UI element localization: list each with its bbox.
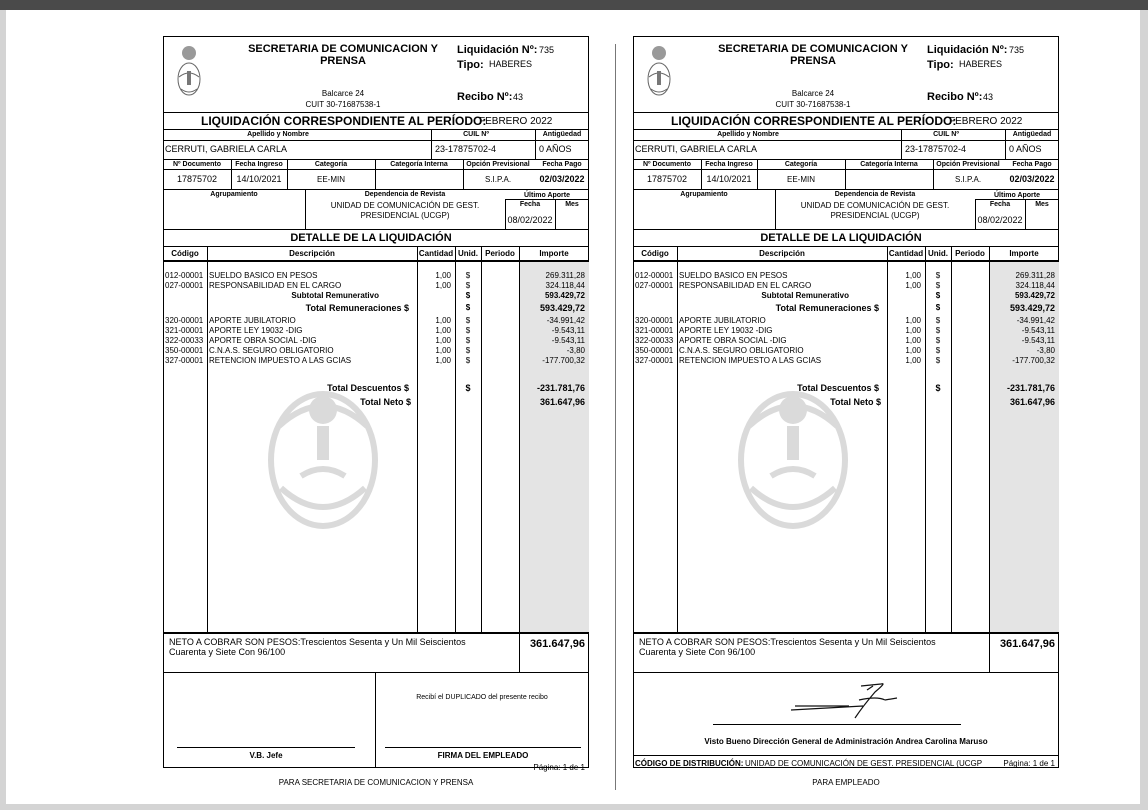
detail-line	[163, 326, 589, 336]
line-unit: $	[465, 356, 471, 365]
liquidacion-label: Liquidación Nº:	[927, 44, 1008, 56]
detail-line	[633, 271, 1059, 281]
recibo-label: Recibo Nº:	[927, 91, 983, 103]
col-cantidad: Cantidad	[888, 249, 924, 258]
antiguedad-value: 0 AÑOS	[539, 144, 572, 154]
fecha-header: Fecha	[989, 201, 1011, 208]
line-unit: $	[935, 356, 941, 365]
line-code: 321-00001	[635, 326, 674, 335]
detail-line	[163, 291, 589, 301]
liquidacion-label: Liquidación Nº:	[457, 44, 538, 56]
org-name: SECRETARIA DE COMUNICACION Y PRENSA	[718, 43, 908, 67]
categoria-value: EE-MIN	[317, 175, 345, 184]
line-unit: $	[935, 271, 941, 280]
line-amount: -9.543,11	[551, 336, 585, 345]
line-unit: $	[935, 303, 941, 312]
total-descuentos-unit: $	[935, 383, 941, 393]
org-name: SECRETARIA DE COMUNICACION Y PRENSA	[248, 43, 438, 67]
document-page	[6, 10, 1140, 804]
liquidacion-value: 735	[539, 45, 555, 55]
line-description: APORTE JUBILATORIO	[679, 316, 766, 325]
receipt-divider	[615, 44, 616, 790]
line-amount: -177.700,32	[542, 356, 585, 365]
line-description: APORTE LEY 19032 -DIG	[679, 326, 773, 335]
line-unit: $	[935, 291, 941, 300]
line-quantity: 1,00	[435, 281, 451, 290]
neto-text-line-2: Cuarenta y Siete Con 96/100	[639, 647, 756, 657]
line-unit: $	[465, 316, 471, 325]
pago-value: 02/03/2022	[539, 174, 585, 184]
line-amount: -177.700,32	[1012, 356, 1055, 365]
cat-interna-header: Categoría Interna	[860, 161, 918, 168]
line-amount: -3,80	[1036, 346, 1055, 355]
ingreso-value: 14/10/2021	[706, 174, 752, 184]
line-code: 321-00001	[165, 326, 204, 335]
documento-header: Nº Documento	[172, 161, 222, 168]
detail-line	[633, 336, 1059, 346]
org-cuit: CUIT 30-71687538-1	[305, 100, 381, 109]
total-descuentos-unit: $	[465, 383, 471, 393]
col-periodo: Periodo	[955, 249, 985, 258]
categoria-header: Categoría	[314, 161, 348, 168]
neto-text-line-1: NETO A COBRAR SON PESOS:Trescientos Sesenta y Un Mil Seiscientos	[169, 637, 466, 647]
line-amount: 593.429,72	[1009, 303, 1055, 313]
antiguedad-header: Antigüedad	[1012, 131, 1052, 138]
line-unit: $	[935, 281, 941, 290]
line-code: 327-00001	[635, 356, 674, 365]
line-description: APORTE LEY 19032 -DIG	[209, 326, 303, 335]
line-unit: $	[465, 346, 471, 355]
col-descripcion: Descripción	[289, 249, 335, 258]
codigo-distribucion-value: UNIDAD DE COMUNICACIÓN DE GEST. PRESIDENCIAL (UCGP	[745, 759, 983, 768]
total-descuentos-label: Total Descuentos $	[327, 383, 409, 393]
antiguedad-value: 0 AÑOS	[1009, 144, 1042, 154]
neto-text-line-2: Cuarenta y Siete Con 96/100	[169, 647, 286, 657]
line-quantity: 1,00	[905, 356, 921, 365]
line-amount: -34.991,42	[1016, 316, 1055, 325]
line-amount: -3,80	[566, 346, 585, 355]
col-descripcion: Descripción	[759, 249, 805, 258]
detail-line	[163, 316, 589, 326]
line-description: RESPONSABILIDAD EN EL CARGO	[209, 281, 342, 290]
detail-line	[163, 356, 589, 366]
line-code: 327-00001	[165, 356, 204, 365]
period-label: LIQUIDACIÓN CORRESPONDIENTE AL PERÍODO:	[671, 114, 957, 128]
tipo-label: Tipo:	[927, 59, 954, 71]
vb-jefe-signature-line	[177, 747, 355, 748]
detail-line	[163, 281, 589, 291]
line-description: APORTE JUBILATORIO	[209, 316, 296, 325]
tipo-value: HABERES	[489, 59, 533, 69]
line-quantity: 1,00	[435, 326, 451, 335]
line-amount: -9.543,11	[1021, 326, 1055, 335]
line-code: 350-00001	[635, 346, 674, 355]
col-unidad: Unid.	[458, 249, 478, 258]
line-unit: $	[465, 281, 471, 290]
receipt-caption: PARA SECRETARIA DE COMUNICACION Y PRENSA	[278, 778, 474, 787]
firma-empleado-label: FIRMA DEL EMPLEADO	[437, 751, 529, 760]
line-quantity: 1,00	[435, 271, 451, 280]
employee-signature-line	[385, 747, 581, 748]
period-label: LIQUIDACIÓN CORRESPONDIENTE AL PERÍODO:	[201, 114, 487, 128]
agrupamiento-header: Agrupamiento	[210, 191, 258, 198]
director-signature-line	[713, 724, 961, 725]
line-description: Subtotal Remunerativo	[761, 291, 849, 300]
line-description: C.N.A.S. SEGURO OBLIGATORIO	[209, 346, 334, 355]
line-quantity: 1,00	[905, 336, 921, 345]
line-description: RESPONSABILIDAD EN EL CARGO	[679, 281, 812, 290]
col-cantidad: Cantidad	[418, 249, 454, 258]
line-unit: $	[465, 303, 471, 312]
recibo-value: 43	[513, 92, 524, 102]
detail-line	[633, 291, 1059, 301]
detail-line	[633, 303, 1059, 313]
line-unit: $	[935, 316, 941, 325]
total-descuentos-value: -231.781,76	[536, 383, 585, 393]
dependencia-value-line-2: PRESIDENCIAL (UCGP)	[830, 211, 920, 220]
apellido-header: Apellido y Nombre	[247, 131, 309, 138]
detail-line	[163, 336, 589, 346]
argentina-coat-of-arms-logo	[175, 41, 203, 103]
cuil-header: CUIL Nº	[933, 131, 959, 138]
detail-line	[633, 316, 1059, 326]
pago-header: Fecha Pago	[1012, 161, 1052, 168]
ingreso-header: Fecha Ingreso	[705, 161, 753, 168]
page-number: Página: 1 de 1	[533, 763, 585, 772]
line-code: 322-00033	[635, 336, 674, 345]
documento-header: Nº Documento	[642, 161, 692, 168]
total-neto-label: Total Neto $	[830, 397, 881, 407]
line-amount: -34.991,42	[546, 316, 585, 325]
ingreso-header: Fecha Ingreso	[235, 161, 283, 168]
line-amount: -9.543,11	[551, 326, 585, 335]
tipo-value: HABERES	[959, 59, 1003, 69]
tipo-label: Tipo:	[457, 59, 484, 71]
duplicate-note: Recibí el DUPLICADO del presente recibo	[416, 694, 548, 701]
provisional-header: Opción Previsional	[936, 161, 1000, 168]
total-neto-value: 361.647,96	[1009, 397, 1055, 407]
documento-value: 17875702	[176, 174, 218, 184]
col-codigo: Código	[171, 249, 199, 258]
total-neto-value: 361.647,96	[539, 397, 585, 407]
apellido-value: CERRUTI, GABRIELA CARLA	[165, 144, 288, 154]
visto-bueno-text: Visto Bueno Dirección General de Administración Andrea Carolina Maruso	[704, 737, 988, 746]
viewer-top-bar	[0, 0, 1148, 10]
line-quantity: 1,00	[435, 316, 451, 325]
detail-title: DETALLE DE LA LIQUIDACIÓN	[290, 232, 452, 244]
line-unit: $	[465, 326, 471, 335]
line-description: APORTE OBRA SOCIAL -DIG	[679, 336, 787, 345]
line-description: Total Remuneraciones $	[775, 303, 879, 313]
line-description: RETENCION IMPUESTO A LAS GCIAS	[209, 356, 352, 365]
line-quantity: 1,00	[905, 326, 921, 335]
line-unit: $	[465, 336, 471, 345]
categoria-header: Categoría	[784, 161, 818, 168]
line-description: APORTE OBRA SOCIAL -DIG	[209, 336, 317, 345]
line-code: 350-00001	[165, 346, 204, 355]
ultimo-aporte-header: Último Aporte	[993, 192, 1041, 199]
line-description: Subtotal Remunerativo	[291, 291, 379, 300]
mes-header: Mes	[1035, 201, 1049, 208]
page-number: Página: 1 de 1	[1003, 759, 1055, 768]
line-unit: $	[935, 336, 941, 345]
detail-line	[163, 303, 589, 313]
detail-line	[633, 346, 1059, 356]
total-descuentos-label: Total Descuentos $	[797, 383, 879, 393]
dependencia-header: Dependencia de Revista	[834, 191, 916, 198]
ultimo-aporte-header: Último Aporte	[523, 192, 571, 199]
line-amount: 269.311,28	[545, 271, 585, 280]
categoria-value: EE-MIN	[787, 175, 815, 184]
line-code: 320-00001	[165, 316, 204, 325]
line-quantity: 1,00	[435, 336, 451, 345]
line-quantity: 1,00	[905, 281, 921, 290]
line-code: 322-00033	[165, 336, 204, 345]
dependencia-value-line-2: PRESIDENCIAL (UCGP)	[360, 211, 450, 220]
line-amount: 324.118,44	[1015, 281, 1055, 290]
col-unidad: Unid.	[928, 249, 948, 258]
line-quantity: 1,00	[905, 316, 921, 325]
antiguedad-header: Antigüedad	[542, 131, 582, 138]
receipt-caption: PARA EMPLEADO	[812, 778, 880, 787]
line-code: 027-00001	[635, 281, 674, 290]
org-address: Balcarce 24	[321, 89, 365, 98]
provisional-value: S.I.P.A.	[954, 175, 982, 184]
neto-value: 361.647,96	[999, 638, 1055, 650]
line-code: 320-00001	[635, 316, 674, 325]
documento-value: 17875702	[646, 174, 688, 184]
dependencia-header: Dependencia de Revista	[364, 191, 446, 198]
apellido-header: Apellido y Nombre	[717, 131, 779, 138]
detail-line	[633, 326, 1059, 336]
line-unit: $	[465, 291, 471, 300]
detail-line	[163, 346, 589, 356]
period-value: FEBRERO 2022	[479, 116, 553, 127]
detail-line	[163, 271, 589, 281]
line-quantity: 1,00	[435, 346, 451, 355]
ultimo-fecha-value: 08/02/2022	[977, 215, 1023, 225]
vb-jefe-label: V.B. Jefe	[249, 751, 283, 760]
line-description: Total Remuneraciones $	[305, 303, 409, 313]
line-quantity: 1,00	[905, 271, 921, 280]
codigo-distribucion-label: CÓDIGO DE DISTRIBUCIÓN:	[635, 759, 744, 768]
cuil-header: CUIL Nº	[463, 131, 489, 138]
detail-title: DETALLE DE LA LIQUIDACIÓN	[760, 232, 922, 244]
pago-value: 02/03/2022	[1009, 174, 1055, 184]
pago-header: Fecha Pago	[542, 161, 582, 168]
period-value: FEBRERO 2022	[949, 116, 1023, 127]
director-signature	[789, 676, 899, 720]
line-description: RETENCION IMPUESTO A LAS GCIAS	[679, 356, 822, 365]
apellido-value: CERRUTI, GABRIELA CARLA	[635, 144, 758, 154]
neto-value: 361.647,96	[529, 638, 585, 650]
provisional-value: S.I.P.A.	[484, 175, 512, 184]
line-code: 012-00001	[165, 271, 204, 280]
line-description: SUELDO BASICO EN PESOS	[679, 271, 788, 280]
line-unit: $	[935, 346, 941, 355]
org-address: Balcarce 24	[791, 89, 835, 98]
line-code: 027-00001	[165, 281, 204, 290]
receipt-original	[633, 36, 1059, 787]
line-quantity: 1,00	[435, 356, 451, 365]
cuil-value: 23-17875702-4	[435, 144, 497, 154]
ingreso-value: 14/10/2021	[236, 174, 282, 184]
ultimo-fecha-value: 08/02/2022	[507, 215, 553, 225]
liquidacion-value: 735	[1009, 45, 1025, 55]
agrupamiento-header: Agrupamiento	[680, 191, 728, 198]
dependencia-value-line-1: UNIDAD DE COMUNICACIÓN DE GEST.	[800, 201, 950, 210]
line-unit: $	[465, 271, 471, 280]
line-description: C.N.A.S. SEGURO OBLIGATORIO	[679, 346, 804, 355]
line-quantity: 1,00	[905, 346, 921, 355]
total-neto-label: Total Neto $	[360, 397, 411, 407]
total-descuentos-value: -231.781,76	[1006, 383, 1055, 393]
fecha-header: Fecha	[519, 201, 541, 208]
receipt-duplicado	[163, 36, 589, 787]
dependencia-value-line-1: UNIDAD DE COMUNICACIÓN DE GEST.	[330, 201, 480, 210]
mes-header: Mes	[565, 201, 579, 208]
line-unit: $	[935, 326, 941, 335]
col-importe: Importe	[1009, 249, 1039, 258]
line-amount: 324.118,44	[545, 281, 585, 290]
line-amount: 593.429,72	[544, 291, 585, 300]
col-periodo: Periodo	[485, 249, 515, 258]
line-amount: 269.311,28	[1015, 271, 1055, 280]
detail-line	[633, 281, 1059, 291]
col-importe: Importe	[539, 249, 569, 258]
cat-interna-header: Categoría Interna	[390, 161, 448, 168]
detail-line	[633, 356, 1059, 366]
line-amount: 593.429,72	[539, 303, 585, 313]
line-amount: 593.429,72	[1014, 291, 1055, 300]
line-description: SUELDO BASICO EN PESOS	[209, 271, 318, 280]
line-code: 012-00001	[635, 271, 674, 280]
org-cuit: CUIT 30-71687538-1	[775, 100, 851, 109]
recibo-value: 43	[983, 92, 994, 102]
argentina-coat-of-arms-logo	[645, 41, 673, 103]
cuil-value: 23-17875702-4	[905, 144, 967, 154]
col-codigo: Código	[641, 249, 669, 258]
recibo-label: Recibo Nº:	[457, 91, 513, 103]
neto-text-line-1: NETO A COBRAR SON PESOS:Trescientos Sesenta y Un Mil Seiscientos	[639, 637, 936, 647]
line-amount: -9.543,11	[1021, 336, 1055, 345]
provisional-header: Opción Previsional	[466, 161, 530, 168]
